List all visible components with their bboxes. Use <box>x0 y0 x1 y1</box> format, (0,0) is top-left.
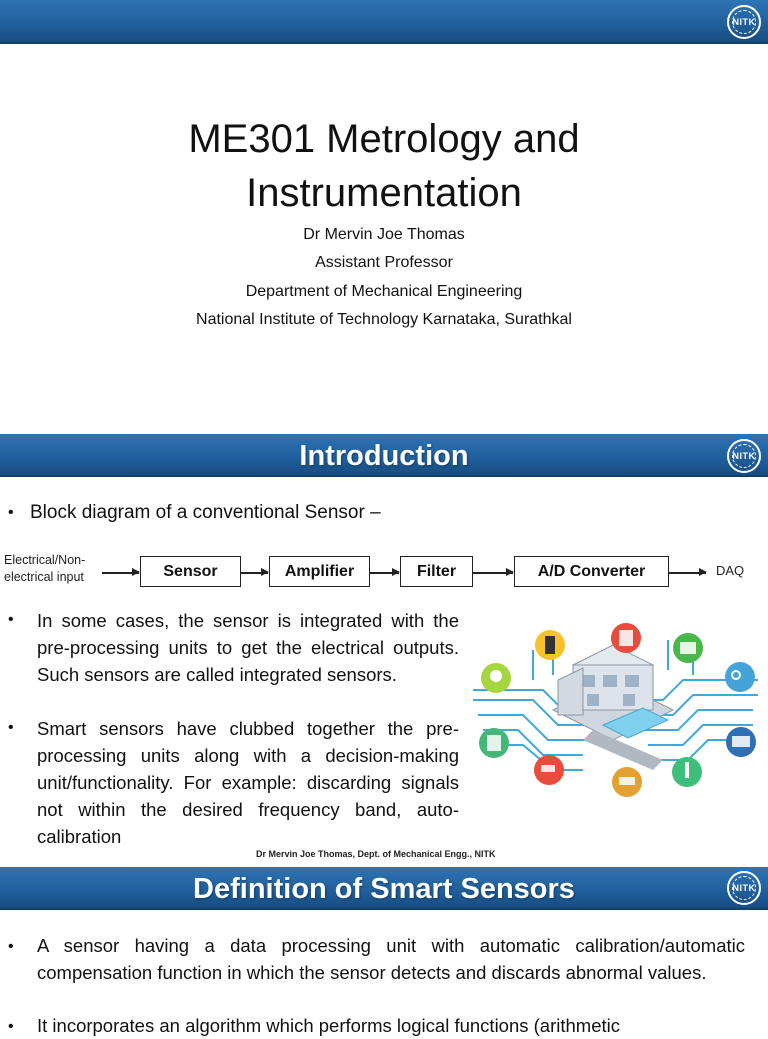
diagram-output-label: DAQ <box>716 563 745 578</box>
sensor-block: Sensor <box>140 556 241 587</box>
slide1-header-band <box>0 0 768 44</box>
nitk-logo-icon: NITK <box>727 871 761 905</box>
ad-converter-block: A/D Converter <box>514 556 669 587</box>
author-name: Dr Mervin Joe Thomas <box>303 226 465 243</box>
diagram-input-label: Electrical/Non- electrical input <box>4 553 86 584</box>
block-diagram-caption: Block diagram of a conventional Sensor – <box>30 502 381 523</box>
slide3-title: Definition of Smart Sensors <box>193 873 575 905</box>
bullet-icon: • <box>8 504 14 521</box>
diagram-arrow <box>241 572 268 574</box>
smart-home-illustration <box>463 620 768 800</box>
paragraph-smart-sensor-definition: A sensor having a data processing unit with automatic calibration/automatic compensation function in which the sensor detects and discards abnormal values. <box>37 935 745 983</box>
diagram-arrow <box>102 572 139 574</box>
slide2-title: Introduction <box>299 440 469 472</box>
bullet-icon: • <box>8 611 14 628</box>
paragraph-integrated-sensors: In some cases, the sensor is integrated with the pre-processing units to get the electrical outputs. Such sensors are called integrated sensors. <box>37 610 459 685</box>
slide1-title <box>0 112 768 220</box>
nitk-logo-icon: NITK <box>727 5 761 39</box>
paragraph-algorithm: It incorporates an algorithm which performs logical functions (arithmetic <box>37 1015 620 1036</box>
author-position: Assistant Professor <box>315 254 453 271</box>
author-institute: National Institute of Technology Karnataka, Surathkal <box>196 311 572 328</box>
bullet-icon: • <box>8 938 14 955</box>
bullet-icon: • <box>8 719 14 736</box>
diagram-arrow <box>669 572 706 574</box>
nitk-logo-icon: NITK <box>727 439 761 473</box>
house-graphic <box>553 645 673 770</box>
bullet-icon: • <box>8 1018 14 1035</box>
slide1-title-line1: ME301 Metrology and <box>188 117 580 161</box>
diagram-arrow <box>473 572 513 574</box>
author-department: Department of Mechanical Engineering <box>245 283 523 300</box>
slide1-title-line2: Instrumentation <box>246 171 522 215</box>
paragraph-smart-sensors: Smart sensors have clubbed together the pre-processing units along with a decision-making unit/functionality. For example: discarding signals not within the desired frequency band, auto-calibration <box>37 718 459 847</box>
diagram-arrow <box>370 572 399 574</box>
filter-block: Filter <box>400 556 473 587</box>
amplifier-block: Amplifier <box>269 556 370 587</box>
slide-footer: Dr Mervin Joe Thomas, Dept. of Mechanical Engg., NITK <box>256 849 496 859</box>
